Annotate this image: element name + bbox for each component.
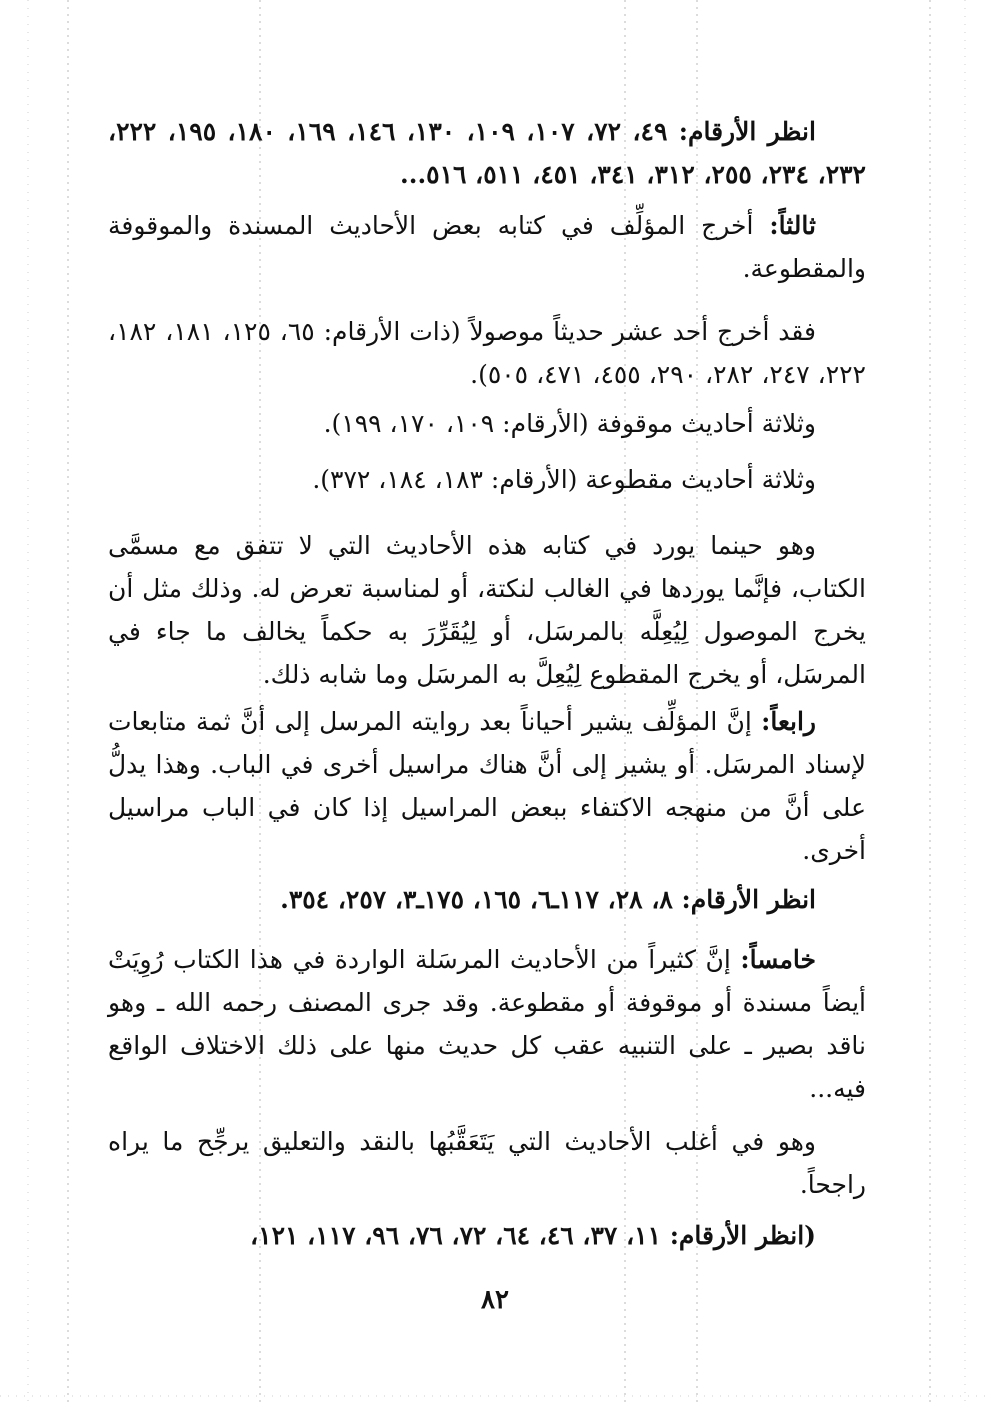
fifth-point-paragraph [108,938,866,1110]
page-number: ٨٢ [481,1285,509,1315]
paragraph-text: أخرج المؤلِّف في كتابه بعض الأحاديث المسندة والموقوفة والمقطوعة. [108,211,866,283]
paragraph-text: وثلاثة أحاديث مقطوعة (الأرقام: ١٨٣، ١٨٤، ٣٧٢). [312,465,816,494]
stopped-hadith-line [108,402,866,445]
paragraph-text: وهو حينما يورد في كتابه هذه الأحاديث التي لا تتفق مع مسمَّى الكتاب، فإنَّما يوردها في الغالب لنكتة، أو لمناسبة تعرض له. وذلك مثل أن يخرج الموصول لِيُعِلَّه بالمرسَل، أو لِيُقَرِّرَ به حكماً يخالف ما جاء في المرسَل، أو يخرج المقطوع لِيُعِلَّ به المرسَل وما شابه ذلك. [108,531,866,689]
section-heading-third: ثالثاً: [769,211,816,240]
paragraph-text: انظر الأرقام: ٨، ٢٨، ١١٧ـ٦، ١٦٥، ١٧٥ـ٣، ٢٥٧، ٣٥٤. [280,885,816,914]
paragraph-text: (انظر الأرقام: ١١، ٣٧، ٤٦، ٦٤، ٧٢، ٧٦، ٩٦، ١١٧، ١٢١، [250,1221,816,1250]
paragraph-text: وثلاثة أحاديث موقوفة (الأرقام: ١٠٩، ١٧٠، ١٩٩). [323,409,816,438]
criticism-paragraph [108,1120,866,1206]
fourth-point-references [108,878,866,921]
reference-numbers-paragraph [108,110,866,196]
book-page [108,100,866,1360]
final-reference-line [108,1214,866,1257]
paragraph-text: فقد أخرج أحد عشر حديثاً موصولاً (ذات الأرقام: ٦٥، ١٢٥، ١٨١، ١٨٢، ٢٢٢، ٢٤٧، ٢٨٢، ٢٩٠، ٤٥٥، ٤٧١، ٥٠٥). [108,317,866,389]
connected-hadith-paragraph [108,310,866,396]
explanation-paragraph [108,524,866,696]
paragraph-text: إنَّ المؤلِّف يشير أحياناً بعد روايته المرسل إلى أنَّ ثمة متابعات لإسناد المرسَل. أو يشير إلى أنَّ هناك مراسيل أخرى في الباب. وهذا يدلُّ على أنَّ من منهجه الاكتفاء ببعض المراسيل إذا كان في الباب مراسيل أخرى. [108,707,866,865]
section-heading-fifth: خامساً: [740,945,816,974]
fourth-point-paragraph [108,700,866,872]
third-point-paragraph [108,204,866,290]
paragraph-text: إنَّ كثيراً من الأحاديث المرسَلة الواردة في هذا الكتاب رُوِيَتْ أيضاً مسندة أو موقوفة أو مقطوعة. وقد جرى المصنف رحمه الله ـ وهو ناقد بصير ـ على التنبيه عقب كل حديث منها على ذلك الاختلاف الواقع فيه... [108,945,866,1103]
paragraph-text: انظر الأرقام: ٤٩، ٧٢، ١٠٧، ١٠٩، ١٣٠، ١٤٦، ١٦٩، ١٨٠، ١٩٥، ٢٢٢، ٢٣٢، ٢٣٤، ٢٥٥، ٣١٢، ٣٤١، ٤٥١، ٥١١، ٥١٦... [108,117,866,189]
cut-hadith-line [108,458,866,501]
paragraph-text: وهو في أغلب الأحاديث التي يَتَعَقَّبُها بالنقد والتعليق يرجِّح ما يراه راجحاً. [108,1127,866,1199]
section-heading-fourth: رابعاً: [761,707,816,736]
